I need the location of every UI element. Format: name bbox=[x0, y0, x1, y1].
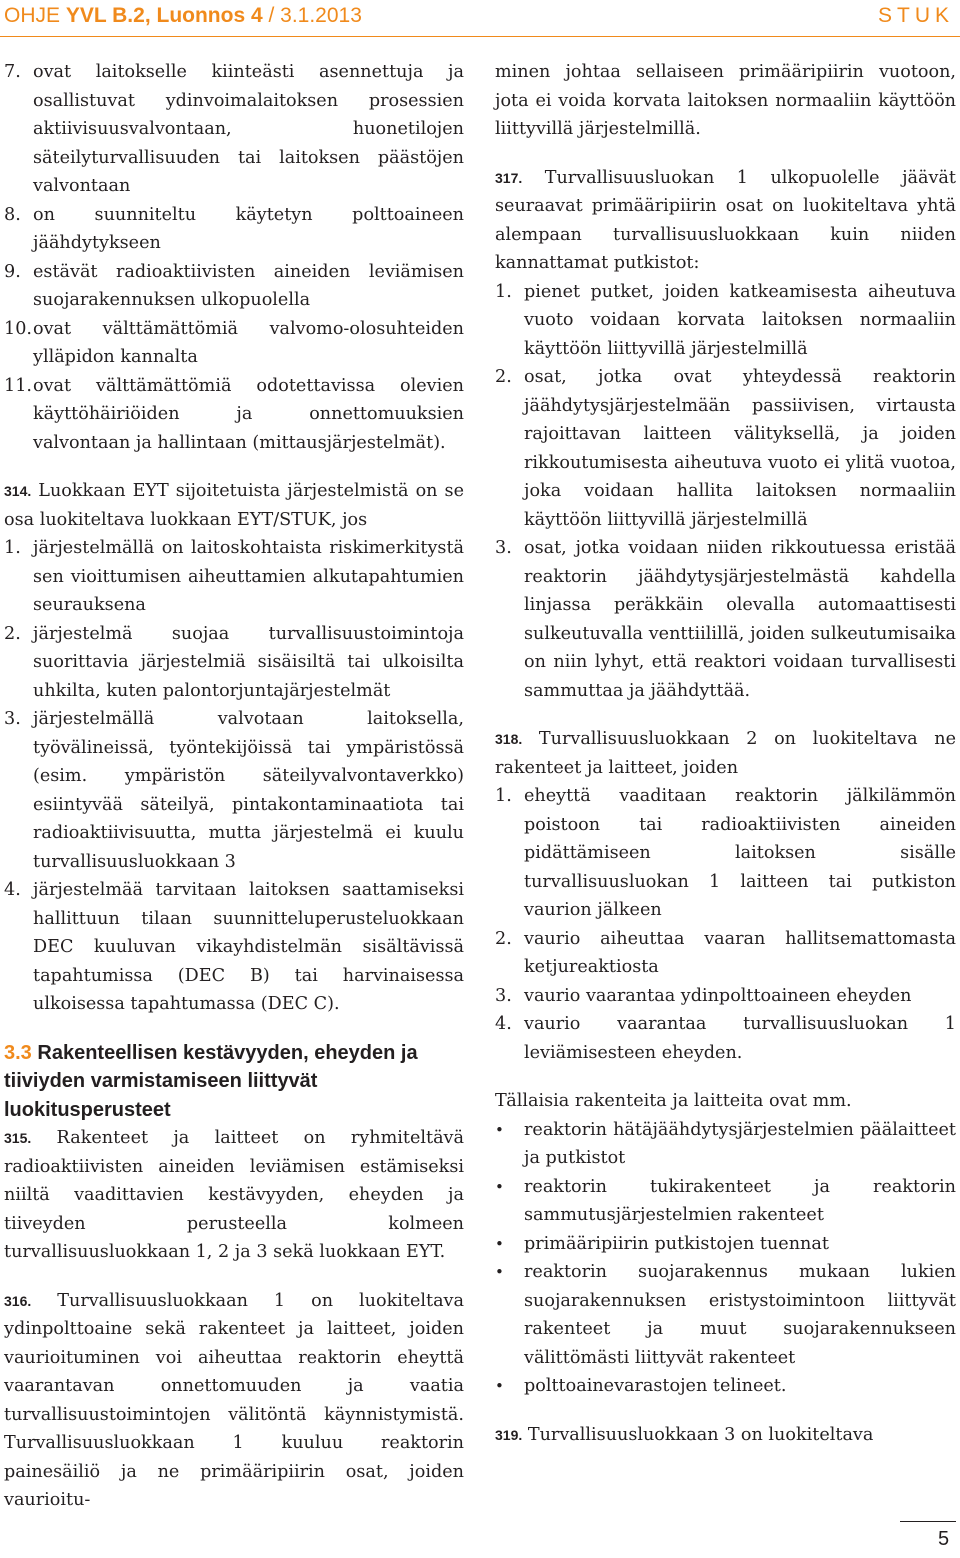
item-number: 4. bbox=[495, 1014, 512, 1034]
paragraph-text: Turvallisuusluokan 1 ulkopuolelle jäävät seuraavat primääripiirin osat on luokiteltava yhtä alempaan turvallisuusluokkaan kuin niiden kannattamat putkistot: bbox=[495, 167, 956, 273]
list-item bbox=[495, 1230, 956, 1259]
item-number: • bbox=[495, 1377, 504, 1395]
paragraph-number: 316. bbox=[4, 1292, 32, 1309]
paragraph-319 bbox=[495, 1421, 956, 1450]
list-item bbox=[4, 534, 464, 620]
examples-bullet-list bbox=[495, 1116, 956, 1401]
item-text: reaktorin hätäjäähdytysjärjestelmien päälaitteet ja putkistot bbox=[524, 1119, 956, 1168]
list-item bbox=[495, 534, 956, 705]
item-text: järjestelmä suojaa turvallisuustoimintoja suorittavia järjestelmiä sisäisiltä tai ulkoisilta uhkilta, kuten palontorjuntajärjestelmät bbox=[33, 623, 464, 701]
doc-type: OHJE bbox=[4, 4, 66, 27]
paragraph-number: 315. bbox=[4, 1130, 32, 1146]
section-number: 3.3 bbox=[4, 1041, 32, 1064]
list-item bbox=[4, 620, 464, 706]
item-number: 9. bbox=[4, 261, 21, 282]
item-number: 7. bbox=[4, 62, 21, 82]
list-item bbox=[495, 363, 956, 534]
list-item bbox=[495, 1258, 956, 1372]
paragraph-text: Rakenteet ja laitteet on ryhmiteltävä radioaktiivisten aineiden leviämisen estämiseksi niiltä vaadittavien kestävyyden, eheyden ja tiiveyden perusteella kolmeen turvallisuusluokkaan 1, 2 ja 3 sekä luokkaan EYT. bbox=[4, 1128, 464, 1262]
list-item bbox=[495, 1173, 956, 1230]
item-text: ovat laitokselle kiinteästi asennettuja ja osallistuvat ydinvoimalaitoksen prosessien aktiivisuusvalvontaan, huonetilojen säteilyturvallisuuden tai laitoksen päästöjen valvontaan bbox=[33, 62, 464, 196]
doc-date: / 3.1.2013 bbox=[262, 4, 362, 27]
item-number: • bbox=[495, 1234, 504, 1253]
list-item bbox=[495, 1010, 956, 1067]
list-item bbox=[4, 705, 464, 876]
item-number: 2. bbox=[495, 928, 512, 949]
item-number: 1. bbox=[495, 281, 512, 302]
paragraph-314 bbox=[4, 477, 464, 534]
item-number: 8. bbox=[4, 204, 21, 225]
item-text: vaurio aiheuttaa vaaran hallitsemattomasta ketjureaktiosta bbox=[524, 928, 956, 977]
paragraph-number: 319. bbox=[495, 1426, 523, 1443]
list-item bbox=[495, 1372, 956, 1401]
item-text: eheyttä vaaditaan reaktorin jälkilämmön poistoon tai radioaktiivisten aineiden pidättämiseen laitoksen sisälle turvallisuusluokan 1 laitteen tai putkiston vaurion jälkeen bbox=[524, 786, 956, 920]
page-header bbox=[0, 0, 960, 37]
item-text: reaktorin suojarakennus mukaan lukien suojarakennuksen eristystoimintoon liittyvät rakenteet ja muut suojarakennukseen välittömästi liittyvät rakenteet bbox=[524, 1262, 956, 1368]
item-number: 4. bbox=[4, 880, 21, 900]
document-reference bbox=[4, 4, 362, 28]
paragraph-318 bbox=[495, 725, 956, 782]
section-heading bbox=[4, 1039, 464, 1125]
item-number: 2. bbox=[495, 367, 512, 387]
item-text: vaurio vaarantaa turvallisuusluokan 1 leviämisesteen eheyden. bbox=[524, 1014, 956, 1063]
item-number: 3. bbox=[495, 985, 512, 1006]
item-number: 3. bbox=[495, 538, 512, 558]
paragraph-text: Turvallisuusluokkaan 1 on luokiteltava ydinpolttoaine sekä rakenteet ja laitteet, joiden vaurioituminen voi aiheuttaa reaktorin eheyttä vaarantavan onnettomuuden ja vaatia turvallisuustoimintojen välitöntä käynnistymistä. Turvallisuusluokkaan 1 kuuluu reaktorin painesäiliö ja ne primääripiirin osat, joiden vaurioitu- bbox=[4, 1290, 464, 1510]
list-item bbox=[4, 201, 464, 258]
paragraph-316-continued: minen johtaa sellaiseen primääripiirin vuotoon, jota ei voida korvata laitoksen normaaliin käyttöön liittyvillä järjestelmillä. bbox=[495, 62, 956, 139]
list-item bbox=[4, 258, 464, 315]
item-number: 11. bbox=[4, 375, 32, 396]
organization-name: STUK bbox=[877, 4, 954, 27]
item-text: reaktorin tukirakenteet ja reaktorin sammutusjärjestelmien rakenteet bbox=[524, 1176, 956, 1225]
item-text: polttoainevarastojen telineet. bbox=[524, 1376, 787, 1396]
paragraph-number: 318. bbox=[495, 731, 523, 747]
paragraph-317 bbox=[495, 164, 956, 278]
item-text: vaurio vaarantaa ydinpolttoaineen eheyden bbox=[524, 985, 912, 1006]
item-text: järjestelmällä on laitoskohtaista riskimerkitystä sen vioittumisen aiheuttamien alkutapahtumien seurauksena bbox=[33, 538, 464, 615]
item-text: estävät radioaktiivisten aineiden leviämisen suojarakennuksen ulkopuolella bbox=[33, 261, 464, 310]
list-item bbox=[495, 982, 956, 1011]
item-number: • bbox=[495, 1263, 504, 1281]
paragraph-text: Turvallisuusluokkaan 2 on luokiteltava ne rakenteet ja laitteet, joiden bbox=[495, 729, 956, 778]
paragraph-text: Luokkaan EYT sijoitetuista järjestelmistä on se osa luokiteltava luokkaan EYT/STUK, jos bbox=[4, 481, 464, 530]
item-text: ovat välttämättömiä valvomo-olosuhteiden ylläpidon kannalta bbox=[33, 318, 464, 367]
item-text: ovat välttämättömiä odotettavissa olevien käyttöhäiriöiden ja onnettomuuksien valvontaan ja hallintaan (mittausjärjestelmät). bbox=[33, 375, 464, 453]
list-item bbox=[495, 1116, 956, 1173]
list-317 bbox=[495, 278, 956, 706]
list-item bbox=[4, 315, 464, 372]
item-number: 1. bbox=[495, 786, 512, 806]
right-column bbox=[495, 58, 956, 1449]
item-number: 10. bbox=[4, 318, 32, 339]
item-number: • bbox=[495, 1120, 504, 1139]
list-318 bbox=[495, 782, 956, 1067]
item-text: järjestelmää tarvitaan laitoksen saattamiseksi hallittuun tilaan suunnitteluperusteluokkaan DEC kuuluvan vikayhdistelmän sisältävissä tapahtumissa (DEC B) tai harvinaisessa ulkoisessa tapahtumassa (DEC C). bbox=[33, 880, 464, 1014]
item-text: pienet putket, joiden katkeamisesta aiheutuva vuoto voidaan korvata laitoksen normaaliin käyttöön liittyvillä järjestelmillä bbox=[524, 281, 956, 359]
list-item bbox=[495, 782, 956, 925]
paragraph-number: 314. bbox=[4, 483, 32, 499]
item-text: primääripiirin putkistojen tuennat bbox=[524, 1233, 829, 1254]
paragraph-316 bbox=[4, 1287, 464, 1515]
footer-rule bbox=[900, 1521, 956, 1522]
item-number: 1. bbox=[4, 538, 21, 558]
item-text: osat, jotka ovat yhteydessä reaktorin jäähdytysjärjestelmään passiivisen, virtausta rajoittavan laitteen välityksellä, ja joiden rikkoutumisesta aiheutuva vuoto ei ylitä vuotoa, joka voidaan hallita laitoksen normaaliin käyttöön liittyvillä järjestelmillä bbox=[524, 367, 956, 530]
list-item bbox=[4, 876, 464, 1019]
paragraph-number: 317. bbox=[495, 169, 523, 186]
paragraph-text: Turvallisuusluokkaan 3 on luokiteltava bbox=[522, 1424, 874, 1445]
item-number: 3. bbox=[4, 709, 21, 729]
list-item bbox=[495, 278, 956, 364]
examples-intro: Tällaisia rakenteita ja laitteita ovat mm. bbox=[495, 1091, 852, 1111]
item-number: 2. bbox=[4, 623, 21, 644]
paragraph-315 bbox=[4, 1124, 464, 1267]
list-item bbox=[495, 925, 956, 982]
item-text: osat, jotka voidaan niiden rikkoutuessa eristää reaktorin jäähdytysjärjestelmästä kahdella linjassa peräkkäin olevalla automaattisesti sulkeutuvalla venttiilillä, joiden sulkeutumisaika on niin lyhyt, että reaktori voidaan turvallisesti sammuttaa ja jäähdyttää. bbox=[524, 538, 956, 701]
list-item bbox=[4, 58, 464, 201]
list-item bbox=[4, 372, 464, 458]
section-title: Rakenteellisen kestävyyden, eheyden ja tiiviyden varmistamiseen liittyvät luokitusperusteet bbox=[4, 1041, 418, 1121]
page-number: 5 bbox=[938, 1528, 950, 1550]
item-text: järjestelmällä valvotaan laitoksella, työvälineissä, työntekijöissä tai ympäristössä (esim. ympäristön säteilyvalvontaverkko) esiintyvää säteilyä, pintakontaminaatiota tai radioaktiivisuutta, mutta järjestelmä ei kuulu turvallisuusluokkaan 3 bbox=[33, 709, 464, 872]
doc-code: YVL B.2, Luonnos 4 bbox=[65, 4, 263, 27]
item-number: • bbox=[495, 1177, 504, 1196]
left-column bbox=[4, 58, 464, 1515]
list-continued bbox=[4, 58, 464, 457]
item-text: on suunniteltu käytetyn polttoaineen jäähdytykseen bbox=[33, 204, 464, 253]
list-314 bbox=[4, 534, 464, 1019]
